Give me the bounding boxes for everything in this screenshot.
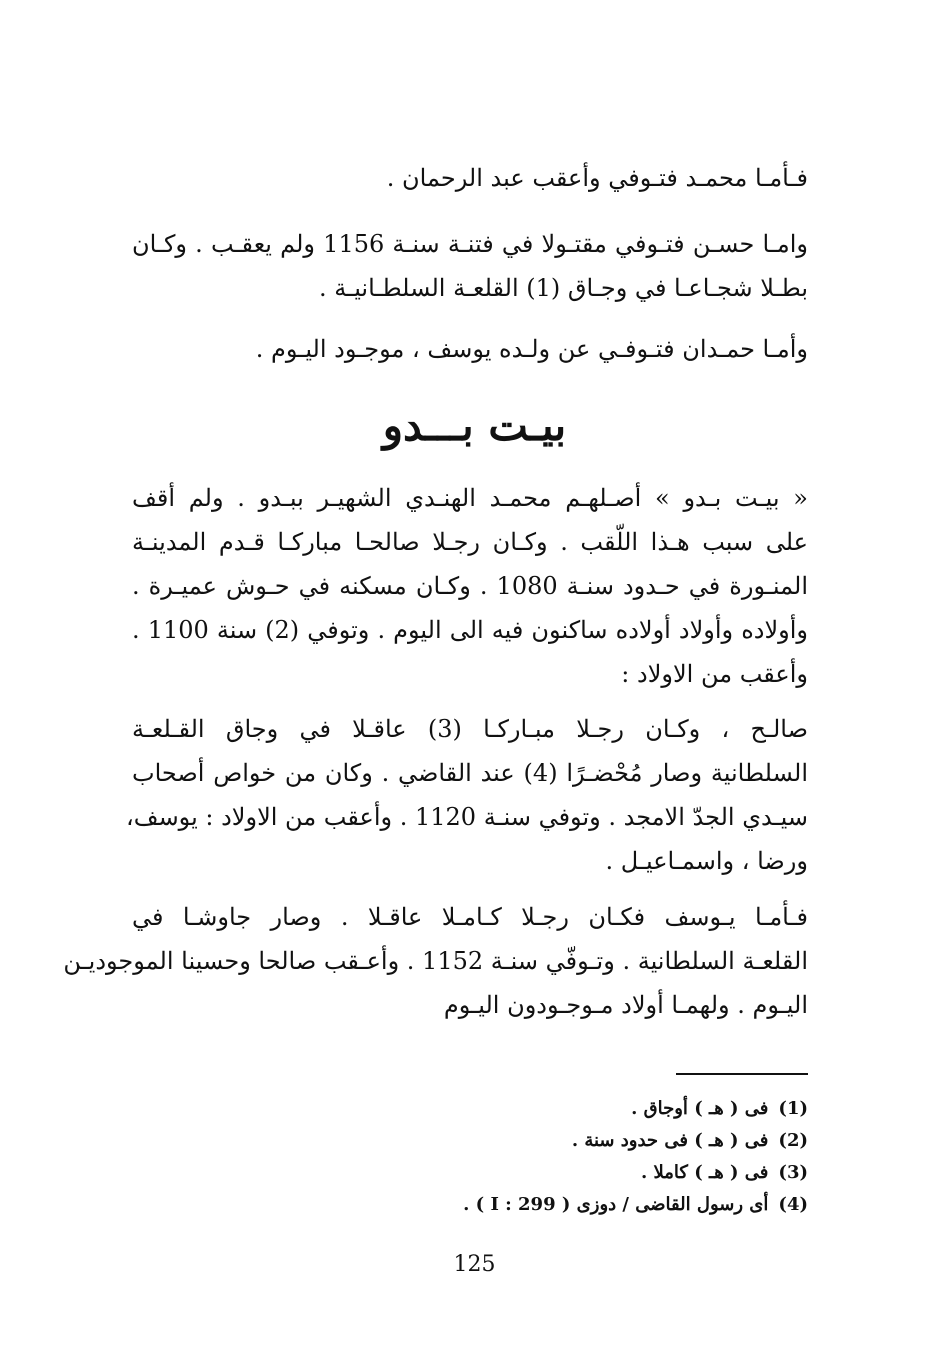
text-line: على سبب هـذا اللّقب . وكـان رجـلا صالحـا مباركـا قـدم المدينـة — [132, 528, 808, 556]
footnote-number: (3) — [778, 1162, 808, 1183]
footnote-number: (4) — [778, 1194, 808, 1215]
footnote-item — [300, 1189, 808, 1221]
footnote-text: أى رسول القاضى / دوزى ( I : 299 ) . — [463, 1194, 769, 1215]
text-line: وأعقب من الاولاد : — [621, 660, 808, 688]
section-heading: بيـت بـــدو — [382, 401, 567, 450]
page-number: 125 — [453, 1252, 496, 1277]
text-line: وأمـا حمـدان فتـوفـي عن ولـده يوسف ، موجـود اليـوم . — [255, 335, 808, 363]
footnote-text: فى ( هـ ) أوجاق . — [631, 1098, 769, 1119]
footnote-text: فى ( هـ ) فى حدود سنة . — [571, 1130, 769, 1151]
footnote-text: فى ( هـ ) كاملا . — [640, 1162, 769, 1183]
text-line: اليـوم . ولهمـا أولاد مـوجـودون اليـوم — [443, 991, 808, 1019]
text-line: سيـدي الجدّ الامجد . وتوفي سنـة 1120 . وأعقب من الاولاد : يوسف، — [125, 803, 808, 831]
text-line: صالـح ، وكـان رجـلا مبـاركـا (3) عاقـلا في وجاق القـلعـة — [132, 715, 808, 743]
paragraph-muhammad — [132, 156, 808, 200]
footnote-number: (1) — [778, 1098, 808, 1119]
text-line: بطـلا شجـاعـا في وجـاق (1) القلعـة السلطـانيـة . — [319, 274, 808, 302]
text-line: المنـورة في حـدود سنـة 1080 . وكـان مسكنه في حـوش عميـرة . — [132, 572, 808, 600]
paragraph-hasan — [132, 222, 808, 310]
text-line: وأولاده وأولاد أولاده ساكنون فيه الى اليوم . وتوفي (2) سنة 1100 . — [132, 616, 808, 644]
footnotes — [300, 1093, 808, 1221]
text-line: فـأمـا محمـد فتـوفي وأعقب عبد الرحمان . — [386, 164, 808, 192]
paragraph-salih — [125, 707, 808, 883]
footnote-number: (2) — [778, 1130, 808, 1151]
text-line: السلطانية وصار مُحْضـرًا (4) عند القاضي . وكان من خواص أصحاب — [132, 759, 808, 787]
footnote-item — [300, 1125, 808, 1157]
text-line: « بيـت بـدو » أصـلهـم محمـد الهنـدي الشهيـر ببـدو . ولم أقف — [132, 484, 808, 512]
footnote-separator — [676, 1073, 808, 1075]
text-line: فـأمـا يـوسف فكـان رجـلا كـامـلا عاقـلا . وصار جاوشـا في — [132, 903, 808, 931]
paragraph-bayt-badu — [132, 476, 808, 696]
text-line: ورضا ، واسمـاعيـل . — [605, 847, 808, 875]
text-line: القلعـة السلطانية . وتـوفّي سنـة 1152 . وأعـقب صالحا وحسينا الموجوديـن — [63, 947, 808, 975]
paragraph-hamdan — [132, 327, 808, 371]
text-line: وامـا حسـن فتـوفي مقتـولا في فتنـة سنـة 1156 ولم يعقـب . وكـان — [132, 230, 809, 258]
paragraph-yusuf — [63, 895, 808, 1027]
footnote-item — [300, 1093, 808, 1125]
footnote-item — [300, 1157, 808, 1189]
